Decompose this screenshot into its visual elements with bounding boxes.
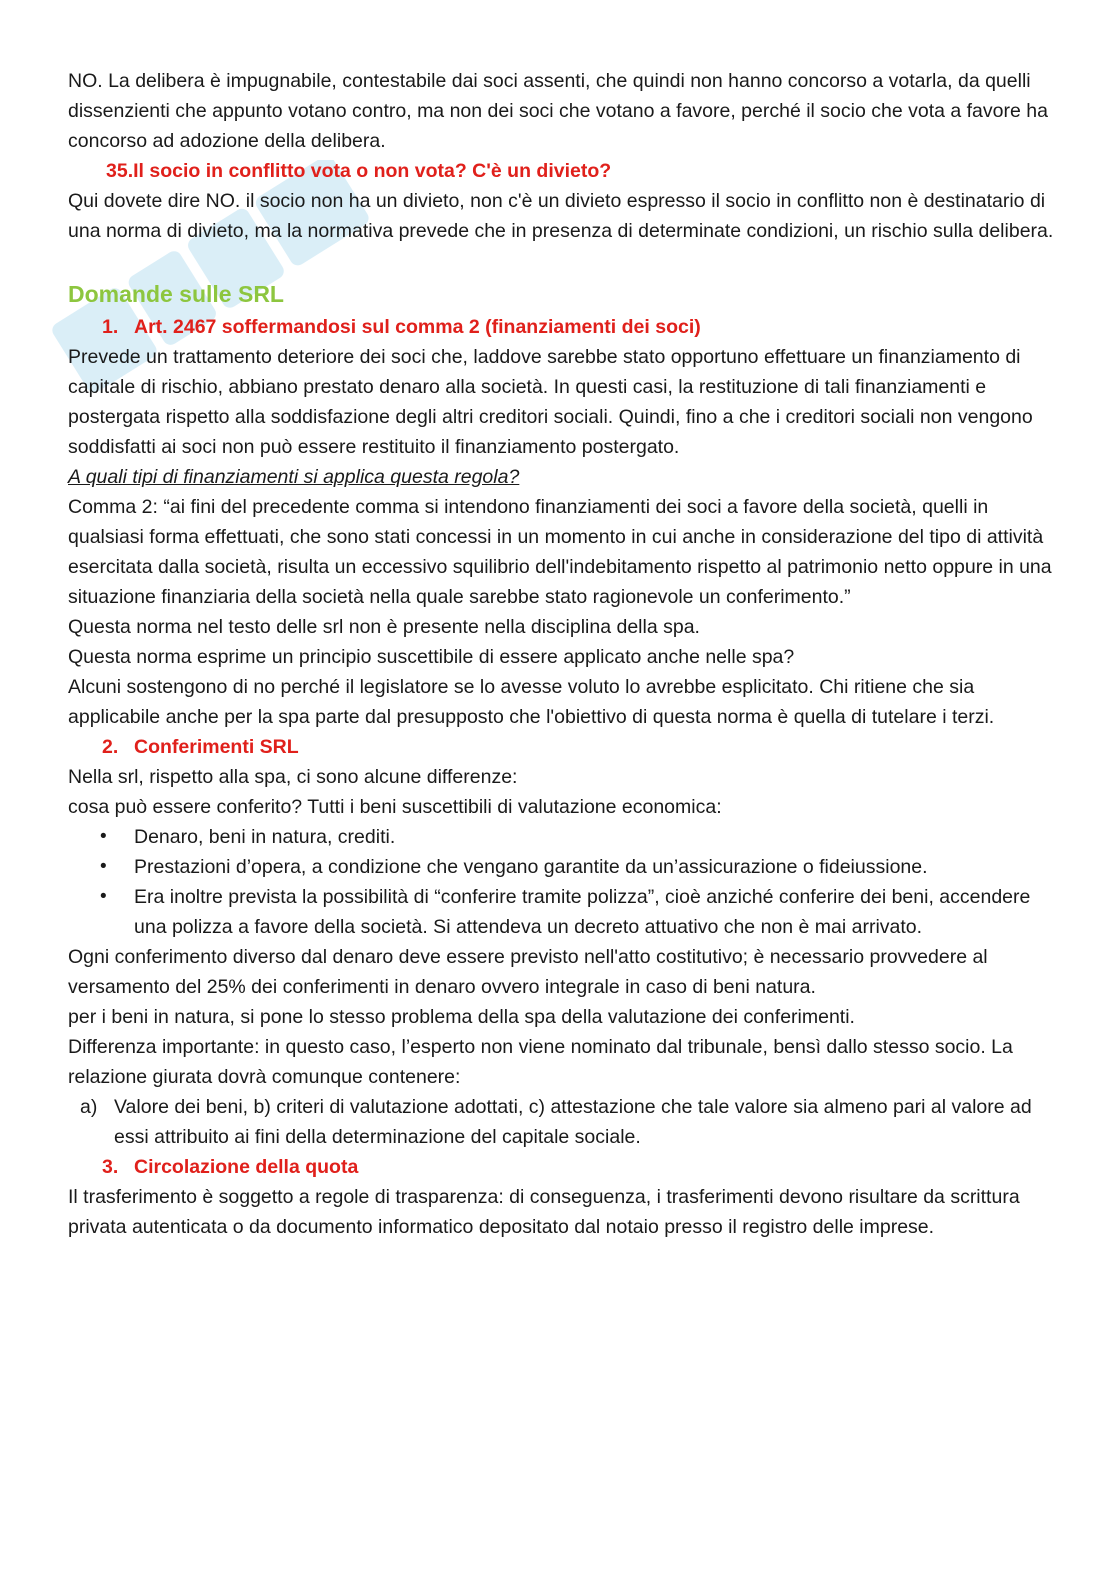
q1-paragraph: Alcuni sostengono di no perché il legislatore se lo avesse voluto lo avrebbe esplicitato. Chi ritiene che sia applicabile anche per la spa parte dal presupposto che l'obiettivo di questa norma è quella di tutelare i terzi. bbox=[68, 676, 995, 728]
question-2-number: 2. bbox=[102, 736, 119, 758]
document-content bbox=[68, 66, 1058, 1242]
q1-paragraph: Prevede un trattamento deteriore dei soci che, laddove sarebbe stato opportuno effettuare un finanziamento di capitale di rischio, abbiano prestato denaro alla società. In questi casi, la restituzione di tali finanziamenti e postergata rispetto alla soddisfazione degli altri creditori sociali. Quindi, fino a che i creditori sociali non vengono soddisfatti ai soci non può essere restituito il finanziamento postergato. bbox=[68, 346, 1033, 458]
question-1-title: Art. 2467 soffermandosi sul comma 2 (finanziamenti dei soci) bbox=[134, 316, 701, 338]
q1-paragraph: Questa norma esprime un principio suscettibile di essere applicato anche nelle spa? bbox=[68, 646, 795, 668]
section-title: Domande sulle SRL bbox=[68, 281, 284, 307]
question-1-number: 1. bbox=[102, 316, 119, 338]
q2-paragraph: Ogni conferimento diverso dal denaro deve essere previsto nell'atto costitutivo; è necessario provvedere al versamento del 25% dei conferimenti in denaro ovvero integrale in caso di beni natura. bbox=[68, 946, 988, 998]
q1-quote: Comma 2: “ai fini del precedente comma si intendono finanziamenti dei soci a favore della società, quelli in qualsiasi forma effettuati, che sono stati concessi in un momento in cui anche in considerazione del tipo di attività esercitata dalla società, risulta un eccessivo squilibrio dell'indebitamento rispetto al patrimonio netto oppure in una situazione finanziaria della società nella quale sarebbe stato ragionevole un conferimento.” bbox=[68, 496, 1052, 608]
intro-paragraph: NO. La delibera è impugnabile, contestabile dai soci assenti, che quindi non hanno concorso a votarla, da quelli dissenzienti che appunto votano contro, ma non dei soci che votano a favore, perché il socio che vota a favore ha concorso ad adozione della delibera. bbox=[68, 70, 1048, 152]
list-item: • Prestazioni d’opera, a condizione che vengano garantite da un’assicurazione o fideiussione. bbox=[68, 852, 1058, 882]
q2-paragraph: Differenza importante: in questo caso, l’esperto non viene nominato dal tribunale, bensì dallo stesso socio. La relazione giurata dovrà comunque contenere: bbox=[68, 1036, 1013, 1088]
bullet-list bbox=[68, 822, 1058, 942]
question-35: 35.Il socio in conflitto vota o non vota? C'è un divieto? bbox=[106, 160, 612, 182]
q2-paragraph: per i beni in natura, si pone lo stesso problema della spa della valutazione dei conferimenti. bbox=[68, 1006, 855, 1028]
q1-sub-question: A quali tipi di finanziamenti si applica questa regola? bbox=[68, 466, 520, 488]
list-item: • Denaro, beni in natura, crediti. bbox=[68, 822, 1058, 852]
alpha-marker: a) bbox=[80, 1096, 98, 1118]
list-item: • Era inoltre prevista la possibilità di “conferire tramite polizza”, cioè anziché conferire dei beni, accendere una polizza a favore della società. Si attendeva un decreto attuativo che non è mai arrivato. bbox=[68, 882, 1058, 942]
question-1-heading bbox=[68, 312, 1058, 342]
question-3-heading bbox=[68, 1152, 1058, 1182]
question-2-title: Conferimenti SRL bbox=[134, 736, 299, 758]
alpha-list-item bbox=[68, 1092, 1058, 1152]
q2-paragraph: cosa può essere conferito? Tutti i beni suscettibili di valutazione economica: bbox=[68, 796, 722, 818]
question-3-number: 3. bbox=[102, 1156, 119, 1178]
q2-paragraph: Nella srl, rispetto alla spa, ci sono alcune differenze: bbox=[68, 766, 518, 788]
question-3-title: Circolazione della quota bbox=[134, 1156, 359, 1178]
q3-paragraph: Il trasferimento è soggetto a regole di trasparenza: di conseguenza, i trasferimenti devono risultare da scrittura privata autenticata o da documento informatico depositato dal notaio presso il registro delle imprese. bbox=[68, 1186, 1020, 1238]
q1-paragraph: Questa norma nel testo delle srl non è presente nella disciplina della spa. bbox=[68, 616, 700, 638]
question-2-heading bbox=[68, 732, 1058, 762]
answer-35: Qui dovete dire NO. il socio non ha un divieto, non c'è un divieto espresso il socio in conflitto non è destinatario di una norma di divieto, ma la normativa prevede che in presenza di determinate condizioni, un rischio sulla delibera. bbox=[68, 190, 1054, 242]
alpha-text: Valore dei beni, b) criteri di valutazione adottati, c) attestazione che tale valore sia almeno pari al valore ad essi attribuito ai fini della determinazione del capitale sociale. bbox=[114, 1096, 1032, 1148]
